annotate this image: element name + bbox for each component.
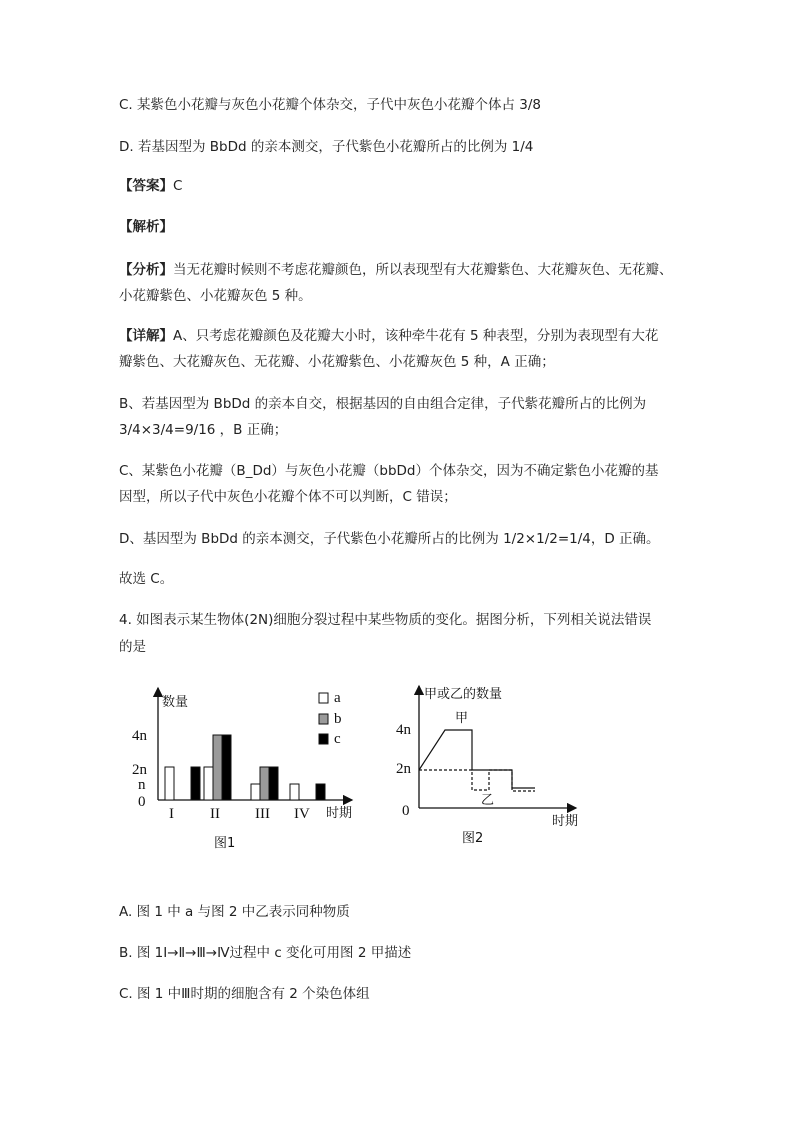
explanation-tag: 【解析】 — [119, 219, 173, 235]
bar-b-II — [213, 735, 222, 800]
fig1-ytick-4n: 4n — [132, 728, 147, 744]
fig1-cat-II: II — [210, 806, 220, 822]
detail-b-line-1: B、若基因型为 BbDd 的亲本自交，根据基因的自由组合定律，子代紫花瓣所占的比例为 — [119, 396, 647, 412]
analysis-tag: 【分析】 — [119, 262, 173, 278]
detail-a-line-2: 瓣紫色、大花瓣灰色、无花瓣、小花瓣紫色、小花瓣灰色 5 种，A 正确； — [119, 354, 555, 370]
legend-swatch-a — [319, 693, 328, 703]
question-4-line-1: 4. 如图表示某生物体(2N)细胞分裂过程中某些物质的变化。据图分析，下列相关说法错误 — [119, 612, 652, 628]
detail-d-line: D、基因型为 BbDd 的亲本测交，子代紫色小花瓣所占的比例为 1/2×1/2=1/4，D 正确。 — [119, 531, 660, 547]
fig1-cat-III: III — [255, 806, 270, 822]
bar-a-III — [251, 784, 260, 800]
option-d-previous: D. 若基因型为 BbDd 的亲本测交，子代紫色小花瓣所占的比例为 1/4 — [119, 139, 534, 155]
analysis-line-2: 小花瓣紫色、小花瓣灰色 5 种。 — [119, 288, 312, 304]
fig2-ytick-2n: 2n — [396, 761, 411, 777]
analysis-line-1 — [119, 260, 673, 280]
bar-c-II — [222, 735, 231, 800]
bar-a-I — [165, 767, 174, 800]
answer-line — [119, 176, 182, 196]
legend-swatch-c — [319, 734, 328, 744]
fig2-ylabel: 甲或乙的数量 — [424, 687, 503, 702]
detail-c-line-2: 因型，所以子代中灰色小花瓣个体不可以判断，C 错误； — [119, 489, 457, 505]
detail-b-line-2: 3/4×3/4=9/16 ，B 正确； — [119, 422, 288, 438]
fig2-xlabel: 时期 — [552, 814, 579, 829]
answer-value: C — [173, 178, 183, 194]
conclusion-line: 故选 C。 — [119, 571, 174, 587]
fig1-cat-I: I — [169, 806, 174, 822]
fig1-caption: 图1 — [214, 836, 236, 851]
bar-b-III — [260, 767, 269, 800]
bar-c-IV — [316, 784, 325, 800]
answer-tag: 【答案】 — [119, 178, 173, 194]
bar-c-III — [269, 767, 278, 800]
option-a: A. 图 1 中 a 与图 2 中乙表示同种物质 — [119, 904, 350, 920]
option-c-previous: C. 某紫色小花瓣与灰色小花瓣个体杂交，子代中灰色小花瓣个体占 3/8 — [119, 97, 542, 113]
fig2-ytick-0: 0 — [402, 803, 410, 819]
fig1-cat-IV: IV — [294, 806, 310, 822]
analysis-text-1: 当无花瓣时候则不考虑花瓣颜色，所以表现型有大花瓣紫色、大花瓣灰色、无花瓣、 — [173, 262, 673, 278]
bar-a-II — [204, 767, 213, 800]
series-yi-label: 乙 — [481, 793, 495, 808]
fig1-ylabel: 数量 — [162, 695, 189, 710]
fig1-ytick-2n: 2n — [132, 762, 147, 778]
detail-tag: 【详解】 — [119, 328, 173, 344]
legend-label-a: a — [334, 690, 341, 706]
fig2-ytick-4n: 4n — [396, 722, 411, 738]
fig1-xlabel: 时期 — [326, 806, 353, 821]
detail-a-line-1 — [119, 326, 658, 346]
detail-a-text-1: A、只考虑花瓣颜色及花瓣大小时，该种牵牛花有 5 种表型，分别为表现型有大花 — [173, 328, 659, 344]
figure-1-bar-chart — [120, 680, 370, 855]
fig2-caption: 图2 — [462, 831, 484, 846]
legend-swatch-b — [319, 714, 328, 724]
figure-2-line-chart — [390, 680, 610, 855]
option-c: C. 图 1 中Ⅲ时期的细胞含有 2 个染色体组 — [119, 986, 370, 1002]
bar-a-IV — [290, 784, 299, 800]
fig1-bars — [165, 735, 325, 800]
series-jia-label: 甲 — [455, 711, 469, 726]
fig1-ytick-n: n — [138, 777, 146, 793]
detail-c-line-1: C、某紫色小花瓣（B_Dd）与灰色小花瓣（bbDd）个体杂交，因为不确定紫色小花瓣的基 — [119, 463, 659, 479]
question-4-line-2: 的是 — [119, 639, 146, 655]
bar-c-I — [191, 767, 200, 800]
legend-label-b: b — [334, 711, 342, 727]
fig1-ytick-0: 0 — [138, 794, 146, 810]
option-b: B. 图 1I→Ⅱ→Ⅲ→Ⅳ过程中 c 变化可用图 2 甲描述 — [119, 945, 412, 961]
legend-label-c: c — [334, 731, 341, 747]
series-jia-line — [419, 730, 535, 788]
